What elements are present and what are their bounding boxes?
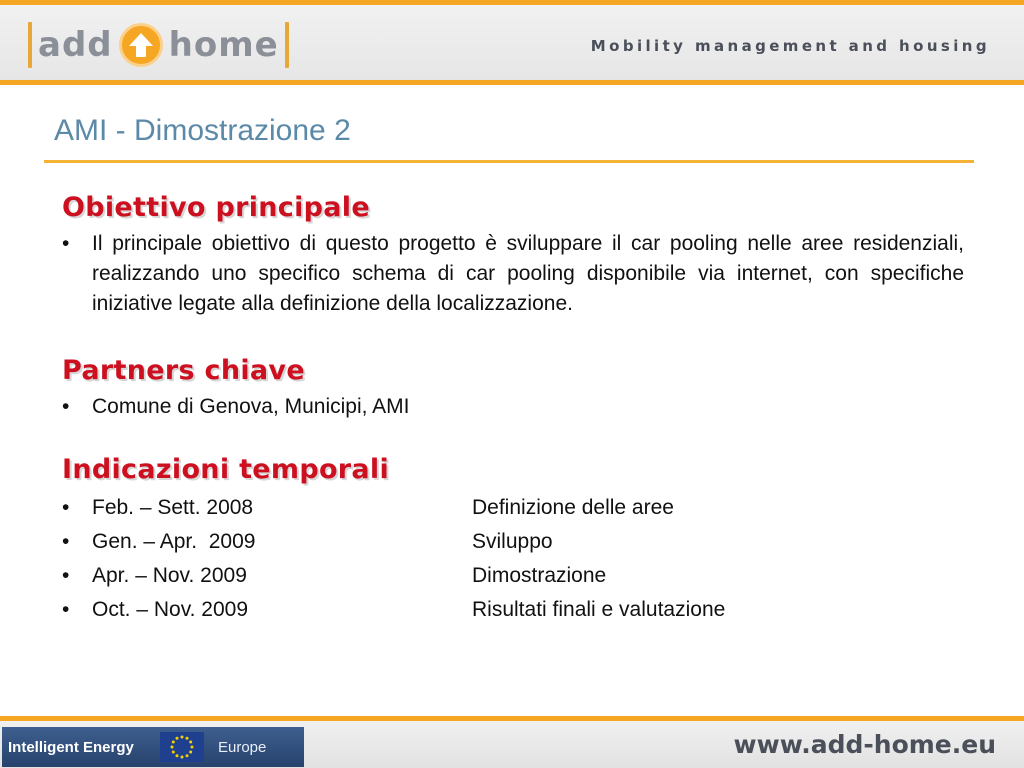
partners-text: • Comune di Genova, Municipi, AMI <box>62 392 964 422</box>
timeline-activity: Definizione delle aree <box>472 496 674 519</box>
header-bar <box>0 5 1024 80</box>
intelligent-energy-banner <box>2 727 304 767</box>
logo-word-home: home <box>168 25 279 65</box>
website-url: www.add-home.eu <box>733 730 996 759</box>
title-underline <box>44 160 974 163</box>
program-region: Europe <box>218 738 267 756</box>
logo-right-bar <box>285 22 289 68</box>
header-tagline: Mobility management and housing <box>590 37 990 55</box>
program-name: Intelligent Energy <box>8 738 134 756</box>
eu-flag-icon <box>160 732 204 762</box>
logo-word-add: add <box>38 25 113 65</box>
partners-heading: Partners chiave <box>62 355 305 386</box>
up-arrow-icon <box>119 23 163 67</box>
timeline-activity: Dimostrazione <box>472 564 607 587</box>
objective-heading: Obiettivo principale <box>62 192 370 223</box>
slide-content <box>62 192 964 627</box>
spacer <box>62 422 964 454</box>
timeline-row <box>62 593 964 627</box>
timeline-period: • Oct. – Nov. 2009 <box>92 598 249 621</box>
timeline-period: • Apr. – Nov. 2009 <box>92 564 247 587</box>
timeline-row <box>62 559 964 593</box>
timeline-heading: Indicazioni temporali <box>62 454 390 485</box>
header-bottom-stripe <box>0 80 1024 85</box>
logo-left-bar <box>28 22 32 68</box>
timeline-row <box>62 525 964 559</box>
timeline-period: • Feb. – Sett. 2008 <box>92 496 254 519</box>
spacer <box>62 319 964 355</box>
timeline-activity: Risultati finali e valutazione <box>472 598 726 621</box>
timeline-row <box>62 491 964 525</box>
slide-title: AMI - Dimostrazione 2 <box>54 114 351 147</box>
timeline-period: • Gen. – Apr. 2009 <box>92 530 256 553</box>
timeline-activity: Sviluppo <box>472 530 553 553</box>
objective-text: • Il principale obiettivo di questo progetto è sviluppare il car pooling nelle aree residenziali, realizzando uno specifico schema di car pooling disponibile via internet, con specifiche iniziative legate alla definizione della localizzazione. <box>62 229 964 319</box>
add-home-logo <box>28 20 289 70</box>
